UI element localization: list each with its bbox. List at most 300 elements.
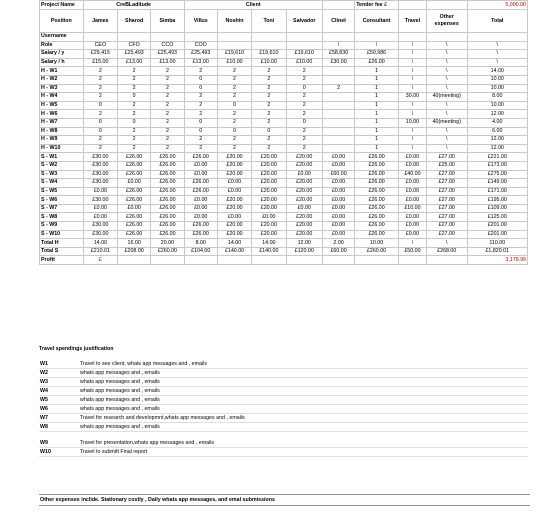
table-cell[interactable]: \ bbox=[467, 41, 527, 50]
table-cell[interactable]: £0.00 bbox=[118, 179, 151, 188]
table-cell[interactable]: 2 bbox=[151, 110, 184, 119]
table-cell[interactable]: £260.00 bbox=[151, 247, 184, 256]
table-cell[interactable] bbox=[426, 33, 467, 42]
table-cell[interactable]: \ bbox=[398, 144, 426, 153]
table-cell[interactable]: 0 bbox=[184, 127, 217, 136]
table-cell[interactable]: 2 bbox=[151, 75, 184, 84]
table-cell[interactable]: £27.00 bbox=[426, 213, 467, 222]
table-cell[interactable]: 2 bbox=[83, 93, 117, 102]
table-cell[interactable]: £26.00 bbox=[355, 204, 399, 213]
table-cell[interactable]: CFO bbox=[118, 41, 151, 50]
table-cell[interactable]: 2 bbox=[184, 93, 217, 102]
table-cell[interactable]: \ bbox=[426, 144, 467, 153]
table-cell[interactable]: £26.00 bbox=[355, 187, 399, 196]
table-cell[interactable]: 2 bbox=[118, 84, 151, 93]
table-cell[interactable]: 2 bbox=[118, 75, 151, 84]
table-cell[interactable]: £20.00 bbox=[252, 161, 286, 170]
table-cell[interactable]: £20.00 bbox=[217, 161, 251, 170]
table-cell[interactable]: 2 bbox=[184, 110, 217, 119]
table-cell[interactable]: 10.00 bbox=[467, 101, 527, 110]
table-cell[interactable]: 0 bbox=[286, 84, 322, 93]
table-cell[interactable]: \ bbox=[467, 50, 527, 59]
table-cell[interactable]: £25,493 bbox=[118, 50, 151, 59]
table-cell[interactable]: 14.00 bbox=[217, 239, 251, 248]
table-cell[interactable]: £0.00 bbox=[322, 213, 354, 222]
table-cell[interactable]: 2 bbox=[184, 67, 217, 76]
table-cell[interactable]: 1 bbox=[355, 118, 399, 127]
table-cell[interactable] bbox=[322, 136, 354, 145]
table-cell[interactable] bbox=[322, 127, 354, 136]
table-cell[interactable]: \ bbox=[426, 239, 467, 248]
table-cell[interactable]: 40(meeting) bbox=[426, 118, 467, 127]
table-cell[interactable]: £60.00 bbox=[322, 170, 354, 179]
table-cell[interactable]: £13.00 bbox=[151, 58, 184, 67]
table-cell[interactable]: £26.00 bbox=[184, 179, 217, 188]
table-cell[interactable]: £0.00 bbox=[322, 161, 354, 170]
table-cell[interactable]: 2 bbox=[252, 93, 286, 102]
table-cell[interactable]: £58,830 bbox=[322, 50, 354, 59]
table-cell[interactable]: 3,179.99 bbox=[467, 256, 527, 265]
table-cell[interactable]: £26.00 bbox=[151, 230, 184, 239]
table-cell[interactable]: 2 bbox=[83, 144, 117, 153]
table-cell[interactable]: £104.00 bbox=[184, 247, 217, 256]
table-cell[interactable]: £195.00 bbox=[467, 196, 527, 205]
table-cell[interactable]: 2 bbox=[83, 75, 117, 84]
table-cell[interactable]: £30.00 bbox=[83, 170, 117, 179]
table-cell[interactable]: £10.00 bbox=[286, 58, 322, 67]
justification-text[interactable]: whats app messages and , emails bbox=[79, 378, 528, 387]
table-cell[interactable]: £0.00 bbox=[217, 213, 251, 222]
table-cell[interactable] bbox=[217, 256, 251, 265]
table-cell[interactable]: \ bbox=[398, 84, 426, 93]
table-cell[interactable]: 10.00 bbox=[467, 75, 527, 84]
table-cell[interactable]: £0.00 bbox=[184, 170, 217, 179]
table-cell[interactable]: £20.00 bbox=[286, 161, 322, 170]
table-cell[interactable] bbox=[184, 256, 217, 265]
table-cell[interactable]: £0.00 bbox=[398, 179, 426, 188]
table-cell[interactable]: \ bbox=[426, 136, 467, 145]
table-cell[interactable]: £26.00 bbox=[118, 161, 151, 170]
table-cell[interactable] bbox=[151, 33, 184, 42]
table-cell[interactable]: \ bbox=[398, 136, 426, 145]
table-cell[interactable] bbox=[467, 33, 527, 42]
table-cell[interactable] bbox=[322, 101, 354, 110]
table-cell[interactable] bbox=[252, 41, 286, 50]
table-cell[interactable]: £0.00 bbox=[184, 213, 217, 222]
table-cell[interactable]: £26.00 bbox=[355, 58, 399, 67]
table-cell[interactable] bbox=[322, 93, 354, 102]
table-cell[interactable]: 30.00 bbox=[398, 93, 426, 102]
table-cell[interactable]: \ bbox=[398, 67, 426, 76]
table-cell[interactable]: £0.00 bbox=[252, 213, 286, 222]
table-cell[interactable]: 8.00 bbox=[184, 239, 217, 248]
table-cell[interactable]: 0 bbox=[118, 93, 151, 102]
table-cell[interactable]: £0.00 bbox=[398, 161, 426, 170]
table-cell[interactable]: \ bbox=[426, 84, 467, 93]
table-cell[interactable]: £0.00 bbox=[398, 213, 426, 222]
table-cell[interactable]: £13.00 bbox=[118, 58, 151, 67]
justification-text[interactable]: whats app messages and , emails bbox=[79, 423, 528, 432]
table-cell[interactable]: £30.00 bbox=[83, 161, 117, 170]
table-cell[interactable] bbox=[426, 256, 467, 265]
table-cell[interactable]: £26.00 bbox=[151, 161, 184, 170]
table-cell[interactable] bbox=[322, 33, 354, 42]
table-cell[interactable]: 14.00 bbox=[467, 67, 527, 76]
table-cell[interactable]: 12.00 bbox=[286, 239, 322, 248]
table-cell[interactable]: £25,493 bbox=[184, 50, 217, 59]
table-cell[interactable]: £0.00 bbox=[184, 204, 217, 213]
table-cell[interactable]: \ bbox=[398, 58, 426, 67]
table-cell[interactable] bbox=[398, 256, 426, 265]
table-cell[interactable]: £221.00 bbox=[467, 153, 527, 162]
table-cell[interactable]: £20.00 bbox=[286, 213, 322, 222]
table-cell[interactable]: 2 bbox=[151, 93, 184, 102]
table-cell[interactable]: CCO bbox=[151, 41, 184, 50]
table-cell[interactable]: 2 bbox=[83, 110, 117, 119]
table-cell[interactable]: £0.00 bbox=[398, 153, 426, 162]
table-cell[interactable]: £27.00 bbox=[426, 187, 467, 196]
table-cell[interactable]: £25,493 bbox=[151, 50, 184, 59]
table-cell[interactable]: £26.00 bbox=[151, 153, 184, 162]
table-cell[interactable]: 2 bbox=[252, 101, 286, 110]
table-cell[interactable]: £30.00 bbox=[83, 230, 117, 239]
table-cell[interactable]: 1 bbox=[355, 84, 399, 93]
table-cell[interactable]: £26.00 bbox=[184, 153, 217, 162]
table-cell[interactable]: £29,415 bbox=[83, 50, 117, 59]
table-cell[interactable]: £40.00 bbox=[398, 170, 426, 179]
table-cell[interactable]: \ bbox=[426, 58, 467, 67]
table-cell[interactable]: £26.00 bbox=[355, 170, 399, 179]
table-cell[interactable] bbox=[217, 33, 251, 42]
justification-text[interactable]: whats app messages and , emails bbox=[79, 387, 528, 396]
table-cell[interactable]: 0 bbox=[83, 101, 117, 110]
table-cell[interactable]: 2 bbox=[151, 118, 184, 127]
table-cell[interactable]: 2 bbox=[184, 136, 217, 145]
table-cell[interactable]: £0.00 bbox=[322, 179, 354, 188]
table-cell[interactable]: 2 bbox=[83, 136, 117, 145]
table-cell[interactable]: £201.00 bbox=[467, 222, 527, 231]
table-cell[interactable] bbox=[151, 256, 184, 265]
table-cell[interactable] bbox=[355, 33, 399, 42]
table-cell[interactable]: £10.00 bbox=[217, 58, 251, 67]
table-cell[interactable]: 0 bbox=[184, 118, 217, 127]
table-cell[interactable]: £27.00 bbox=[426, 179, 467, 188]
table-cell[interactable]: £60.00 bbox=[322, 247, 354, 256]
table-cell[interactable]: £20.00 bbox=[252, 170, 286, 179]
table-cell[interactable]: 2 bbox=[217, 84, 251, 93]
table-cell[interactable]: £0.00 bbox=[286, 170, 322, 179]
table-cell[interactable]: £0.00 bbox=[322, 230, 354, 239]
justification-text[interactable]: whats app messages and , emails bbox=[79, 369, 528, 378]
table-cell[interactable]: £26.00 bbox=[355, 153, 399, 162]
table-cell[interactable]: £26.00 bbox=[118, 170, 151, 179]
table-cell[interactable]: £26.00 bbox=[151, 196, 184, 205]
table-cell[interactable]: £10.00 bbox=[398, 204, 426, 213]
table-cell[interactable]: 8.00 bbox=[467, 93, 527, 102]
table-cell[interactable]: 2 bbox=[118, 127, 151, 136]
table-cell[interactable]: £26.00 bbox=[118, 222, 151, 231]
table-cell[interactable]: \ bbox=[426, 75, 467, 84]
table-cell[interactable]: £260.00 bbox=[355, 247, 399, 256]
table-cell[interactable]: 2 bbox=[118, 144, 151, 153]
table-cell[interactable]: 12.00 bbox=[467, 110, 527, 119]
table-cell[interactable]: 2 bbox=[286, 127, 322, 136]
table-cell[interactable]: £30.00 bbox=[83, 196, 117, 205]
table-cell[interactable]: £19,610 bbox=[286, 50, 322, 59]
table-cell[interactable]: COO bbox=[184, 41, 217, 50]
table-cell[interactable]: 10.00 bbox=[467, 84, 527, 93]
table-cell[interactable]: \ bbox=[398, 50, 426, 59]
table-cell[interactable]: \ bbox=[398, 239, 426, 248]
justification-text[interactable]: whats app messages and , emails bbox=[79, 396, 528, 405]
table-cell[interactable]: £0.00 bbox=[83, 213, 117, 222]
table-cell[interactable]: £26.00 bbox=[151, 187, 184, 196]
table-cell[interactable]: £171.00 bbox=[467, 187, 527, 196]
table-cell[interactable] bbox=[322, 110, 354, 119]
table-cell[interactable]: 110.00 bbox=[467, 239, 527, 248]
justification-text[interactable] bbox=[79, 432, 528, 440]
table-cell[interactable]: 10.00 bbox=[355, 239, 399, 248]
table-cell[interactable]: \ bbox=[398, 75, 426, 84]
table-cell[interactable]: £13.00 bbox=[184, 58, 217, 67]
table-cell[interactable]: £ bbox=[83, 256, 117, 265]
table-cell[interactable]: \ bbox=[322, 41, 354, 50]
table-cell[interactable]: 2 bbox=[151, 144, 184, 153]
table-cell[interactable]: 0 bbox=[83, 118, 117, 127]
table-cell[interactable]: £20.00 bbox=[252, 196, 286, 205]
table-cell[interactable] bbox=[184, 33, 217, 42]
table-cell[interactable]: 2 bbox=[286, 110, 322, 119]
table-cell[interactable]: 1 bbox=[355, 93, 399, 102]
table-cell[interactable]: £20.00 bbox=[217, 153, 251, 162]
table-cell[interactable]: 2 bbox=[83, 67, 117, 76]
table-cell[interactable]: £19,610 bbox=[252, 50, 286, 59]
table-cell[interactable]: 2 bbox=[151, 127, 184, 136]
table-cell[interactable]: 1 bbox=[355, 101, 399, 110]
table-cell[interactable]: £20.00 bbox=[217, 170, 251, 179]
table-cell[interactable]: £27.00 bbox=[426, 204, 467, 213]
table-cell[interactable] bbox=[322, 144, 354, 153]
table-cell[interactable]: £20.00 bbox=[217, 222, 251, 231]
table-cell[interactable]: £0.00 bbox=[398, 196, 426, 205]
table-cell[interactable]: 0 bbox=[217, 101, 251, 110]
table-cell[interactable]: £26.00 bbox=[118, 153, 151, 162]
table-cell[interactable]: \ bbox=[426, 101, 467, 110]
table-cell[interactable]: 2 bbox=[286, 136, 322, 145]
table-cell[interactable]: £50,986 bbox=[355, 50, 399, 59]
table-cell[interactable]: £10.00 bbox=[252, 58, 286, 67]
table-cell[interactable] bbox=[118, 256, 151, 265]
table-cell[interactable]: £20.00 bbox=[286, 187, 322, 196]
table-cell[interactable]: 16.00 bbox=[118, 239, 151, 248]
table-cell[interactable]: £26.00 bbox=[151, 213, 184, 222]
table-cell[interactable]: 1 bbox=[355, 110, 399, 119]
table-cell[interactable]: 10.00 bbox=[398, 118, 426, 127]
table-cell[interactable]: 2 bbox=[151, 84, 184, 93]
table-cell[interactable]: £20.00 bbox=[286, 196, 322, 205]
table-cell[interactable]: 20.00 bbox=[151, 239, 184, 248]
table-cell[interactable] bbox=[217, 41, 251, 50]
table-cell[interactable]: £275.00 bbox=[467, 170, 527, 179]
table-cell[interactable] bbox=[252, 33, 286, 42]
table-cell[interactable]: 2 bbox=[118, 101, 151, 110]
table-cell[interactable]: £20.00 bbox=[252, 222, 286, 231]
table-cell[interactable]: £30.00 bbox=[83, 153, 117, 162]
table-cell[interactable]: £30.00 bbox=[322, 58, 354, 67]
table-cell[interactable]: £26.00 bbox=[118, 187, 151, 196]
table-cell[interactable]: £27.00 bbox=[426, 170, 467, 179]
table-cell[interactable]: £20.00 bbox=[252, 230, 286, 239]
table-cell[interactable]: £26.00 bbox=[151, 204, 184, 213]
table-cell[interactable]: 2.00 bbox=[322, 239, 354, 248]
table-cell[interactable]: £0.00 bbox=[217, 187, 251, 196]
table-cell[interactable]: \ bbox=[426, 41, 467, 50]
table-cell[interactable]: £1,820.01 bbox=[467, 247, 527, 256]
table-cell[interactable] bbox=[322, 75, 354, 84]
table-cell[interactable]: £149.00 bbox=[467, 179, 527, 188]
table-cell[interactable]: £20.00 bbox=[252, 153, 286, 162]
table-cell[interactable]: 2 bbox=[252, 75, 286, 84]
table-cell[interactable]: 2 bbox=[252, 110, 286, 119]
table-cell[interactable]: CEO bbox=[83, 41, 117, 50]
table-cell[interactable]: 40(meeting) bbox=[426, 93, 467, 102]
table-cell[interactable]: \ bbox=[398, 110, 426, 119]
table-cell[interactable]: 12.00 bbox=[467, 144, 527, 153]
table-cell[interactable]: £26.00 bbox=[151, 179, 184, 188]
table-cell[interactable]: \ bbox=[355, 41, 399, 50]
table-cell[interactable]: 2 bbox=[322, 84, 354, 93]
table-cell[interactable]: £210.01 bbox=[83, 247, 117, 256]
table-cell[interactable] bbox=[118, 33, 151, 42]
table-cell[interactable]: 2 bbox=[286, 67, 322, 76]
table-cell[interactable]: £140.00 bbox=[217, 247, 251, 256]
table-cell[interactable]: \ bbox=[426, 127, 467, 136]
table-cell[interactable]: 14.00 bbox=[252, 239, 286, 248]
table-cell[interactable] bbox=[252, 256, 286, 265]
table-cell[interactable]: £26.00 bbox=[355, 222, 399, 231]
table-cell[interactable]: 2 bbox=[252, 144, 286, 153]
table-cell[interactable]: 2 bbox=[286, 144, 322, 153]
table-cell[interactable]: £20.00 bbox=[286, 153, 322, 162]
justification-text[interactable]: Travel to see client, whats app messages and , emails bbox=[79, 360, 528, 369]
table-cell[interactable]: £0.00 bbox=[217, 179, 251, 188]
table-cell[interactable]: £26.00 bbox=[118, 230, 151, 239]
table-cell[interactable]: £27.00 bbox=[426, 230, 467, 239]
table-cell[interactable]: £0.00 bbox=[398, 222, 426, 231]
table-cell[interactable]: 2 bbox=[286, 101, 322, 110]
table-cell[interactable]: 2 bbox=[184, 144, 217, 153]
table-cell[interactable]: 2 bbox=[83, 84, 117, 93]
table-cell[interactable]: 2 bbox=[118, 110, 151, 119]
justification-text[interactable]: Travel to submitt Final report bbox=[79, 448, 528, 457]
table-cell[interactable]: 2 bbox=[217, 144, 251, 153]
table-cell[interactable]: £20.00 bbox=[286, 179, 322, 188]
table-cell[interactable]: 4.00 bbox=[467, 118, 527, 127]
table-cell[interactable]: 2 bbox=[286, 75, 322, 84]
table-cell[interactable]: £0.00 bbox=[184, 196, 217, 205]
table-cell[interactable]: £26.00 bbox=[118, 213, 151, 222]
table-cell[interactable]: 0 bbox=[184, 75, 217, 84]
table-cell[interactable]: £26.00 bbox=[355, 161, 399, 170]
table-cell[interactable]: 0 bbox=[83, 127, 117, 136]
table-cell[interactable]: £0.00 bbox=[118, 204, 151, 213]
table-cell[interactable]: 2 bbox=[217, 93, 251, 102]
table-cell[interactable]: £26.00 bbox=[184, 222, 217, 231]
table-cell[interactable]: £30.00 bbox=[83, 179, 117, 188]
table-cell[interactable]: 0 bbox=[118, 118, 151, 127]
table-cell[interactable]: 12.00 bbox=[467, 136, 527, 145]
table-cell[interactable]: 2 bbox=[151, 67, 184, 76]
table-cell[interactable]: £27.00 bbox=[426, 153, 467, 162]
table-cell[interactable]: \ bbox=[426, 110, 467, 119]
table-cell[interactable]: 2 bbox=[151, 101, 184, 110]
table-cell[interactable]: £0.00 bbox=[83, 187, 117, 196]
table-cell[interactable] bbox=[355, 256, 399, 265]
table-cell[interactable]: 0 bbox=[286, 118, 322, 127]
justification-text[interactable]: Travel for presentation,whats app messages and , emails bbox=[79, 439, 528, 448]
table-cell[interactable]: 2 bbox=[286, 93, 322, 102]
table-cell[interactable]: 1 bbox=[355, 144, 399, 153]
table-cell[interactable]: \ bbox=[426, 50, 467, 59]
table-cell[interactable] bbox=[322, 67, 354, 76]
table-cell[interactable]: £0.00 bbox=[322, 222, 354, 231]
table-cell[interactable]: £27.00 bbox=[426, 196, 467, 205]
table-cell[interactable]: £26.00 bbox=[118, 196, 151, 205]
table-cell[interactable] bbox=[83, 33, 117, 42]
table-cell[interactable] bbox=[286, 256, 322, 265]
table-cell[interactable]: \ bbox=[398, 101, 426, 110]
table-cell[interactable]: £0.00 bbox=[398, 230, 426, 239]
table-cell[interactable]: 1 bbox=[355, 127, 399, 136]
table-cell[interactable]: £27.00 bbox=[426, 222, 467, 231]
table-cell[interactable]: £20.00 bbox=[217, 196, 251, 205]
table-cell[interactable]: £0.00 bbox=[322, 204, 354, 213]
table-cell[interactable]: £26.00 bbox=[151, 170, 184, 179]
table-cell[interactable]: £0.00 bbox=[83, 204, 117, 213]
table-cell[interactable]: £50.00 bbox=[398, 247, 426, 256]
table-cell[interactable]: £201.00 bbox=[467, 230, 527, 239]
table-cell[interactable]: £26.00 bbox=[184, 187, 217, 196]
table-cell[interactable]: 2 bbox=[217, 75, 251, 84]
table-cell[interactable]: 2 bbox=[217, 118, 251, 127]
table-cell[interactable]: 2 bbox=[217, 110, 251, 119]
table-cell[interactable]: £26.00 bbox=[184, 230, 217, 239]
table-cell[interactable]: £20.00 bbox=[286, 230, 322, 239]
table-cell[interactable]: 0 bbox=[217, 127, 251, 136]
table-cell[interactable]: \ bbox=[426, 67, 467, 76]
table-cell[interactable]: \ bbox=[467, 58, 527, 67]
table-cell[interactable]: £20.00 bbox=[252, 179, 286, 188]
table-cell[interactable]: £20.00 bbox=[252, 187, 286, 196]
table-cell[interactable]: 2 bbox=[118, 136, 151, 145]
table-cell[interactable]: £30.00 bbox=[83, 222, 117, 231]
table-cell[interactable]: £109.00 bbox=[467, 204, 527, 213]
table-cell[interactable]: £173.00 bbox=[467, 161, 527, 170]
table-cell[interactable]: 2 bbox=[252, 118, 286, 127]
table-cell[interactable]: 2 bbox=[184, 101, 217, 110]
table-cell[interactable]: £19,610 bbox=[217, 50, 251, 59]
table-cell[interactable]: \ bbox=[398, 127, 426, 136]
table-cell[interactable]: 1 bbox=[355, 136, 399, 145]
table-cell[interactable] bbox=[286, 33, 322, 42]
table-cell[interactable]: £26.00 bbox=[355, 213, 399, 222]
table-cell[interactable]: £0.00 bbox=[322, 196, 354, 205]
table-cell[interactable] bbox=[398, 33, 426, 42]
table-cell[interactable]: 2 bbox=[151, 136, 184, 145]
table-cell[interactable]: 2 bbox=[252, 136, 286, 145]
table-cell[interactable]: 0 bbox=[252, 127, 286, 136]
table-cell[interactable]: 0 bbox=[184, 84, 217, 93]
